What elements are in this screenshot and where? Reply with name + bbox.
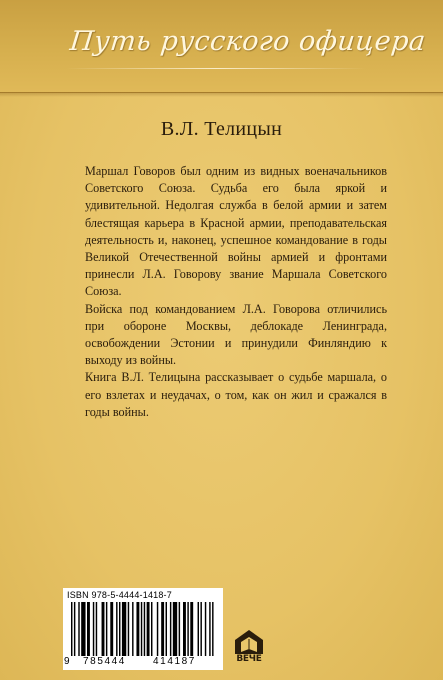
barcode-digits bbox=[63, 656, 223, 668]
series-divider bbox=[66, 68, 366, 69]
isbn-label: ISBN 978-5-4444-1418-7 bbox=[67, 590, 172, 600]
blurb-text bbox=[85, 163, 387, 421]
barcode-box bbox=[63, 588, 223, 670]
barcode-digits-right: 414187 bbox=[153, 656, 196, 667]
series-title: Путь русского офицера bbox=[68, 26, 428, 57]
publisher-name: ВЕЧЕ bbox=[236, 654, 262, 664]
blurb-paragraph: Войска под командованием Л.А. Говорова отличились при обороне Москвы, деблокаде Ленинграда, освобождении Эстонии и принудили Финляндию к выходу из войны. bbox=[85, 301, 387, 368]
author-name: В.Л. Телицын bbox=[160, 118, 283, 140]
publisher-logo bbox=[231, 628, 267, 670]
book-house-icon bbox=[231, 628, 267, 656]
barcode-digit-first: 9 bbox=[64, 656, 70, 667]
series-banner bbox=[0, 0, 443, 93]
barcode-digits-left: 785444 bbox=[83, 656, 126, 667]
blurb-paragraph: Маршал Говоров был одним из видных военачальников Советского Союза. Судьба его была яркой и удивительной. Недолгая служба в белой армии и затем блестящая карьера в Красной армии, преподавательская деятельность и, наконец, успешное командование в годы Великой Отечественной войны армией и фронтами принесли Л.А. Говорову звание Маршала Советского Союза. bbox=[85, 164, 387, 299]
barcode-bars bbox=[71, 602, 215, 656]
blurb-paragraph: Книга В.Л. Телицына рассказывает о судьбе маршала, о его взлетах и неудачах, о том, как он жил и сражался в годы войны. bbox=[85, 370, 387, 419]
